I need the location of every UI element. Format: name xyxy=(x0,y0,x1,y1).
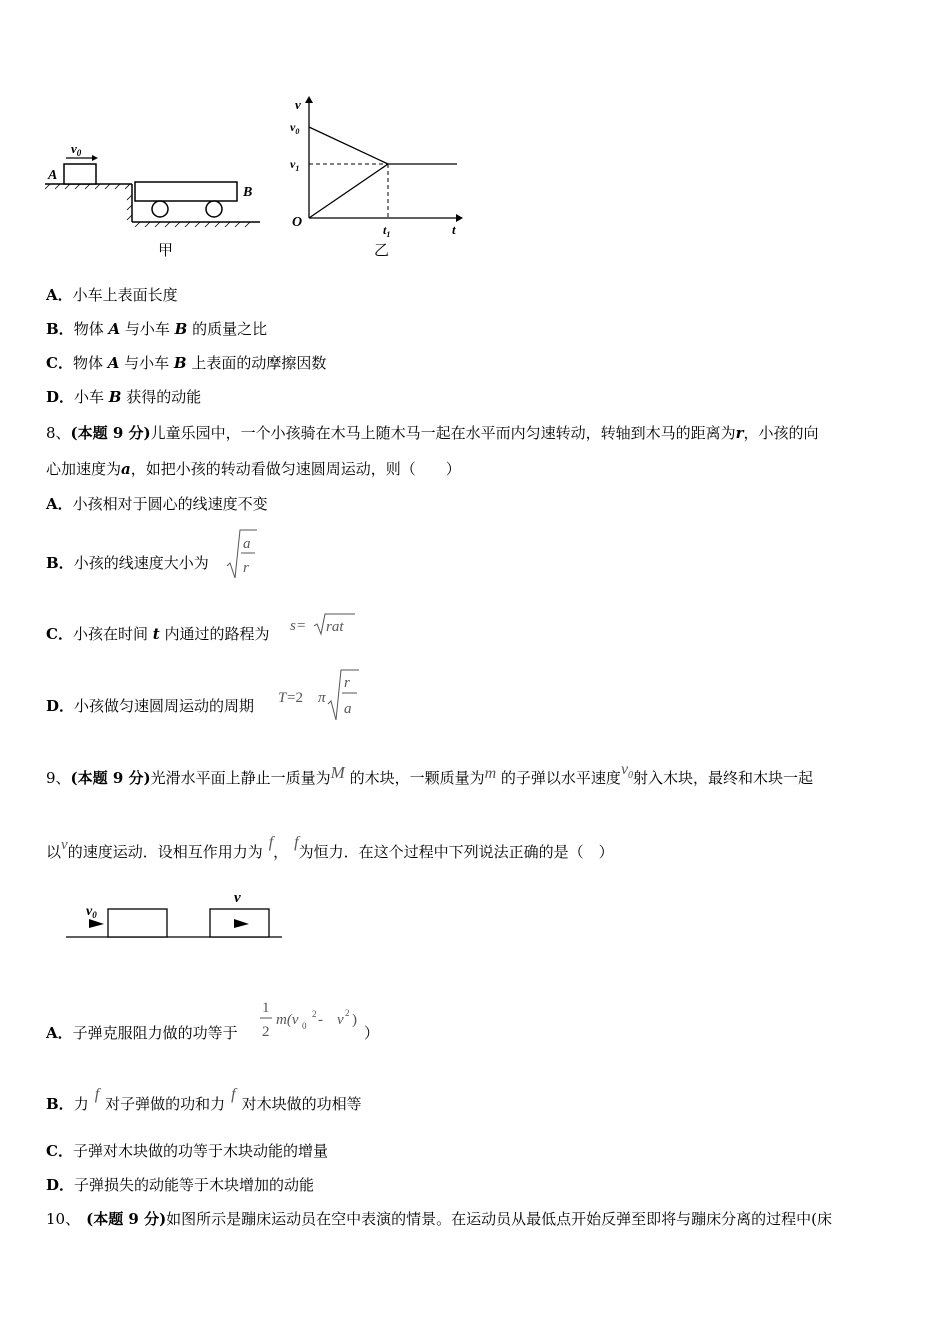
figure-bullet-block xyxy=(62,888,286,942)
fig-v0-label: $v_0$ xyxy=(86,904,97,920)
q7-option-c: C．物体 A 与小车 B 上表面的动摩擦因数 xyxy=(46,354,327,372)
svg-text:=2: =2 xyxy=(287,690,303,706)
svg-text:s: s xyxy=(290,618,296,634)
q8-stem-line1: 8、(本题 9 分)儿童乐园中，一个小孩骑在木马上随木马一起在水平而内匀速转动，转轴到木马的距离为r，小孩的向 xyxy=(46,424,819,442)
svg-text:2: 2 xyxy=(262,1024,270,1040)
caption-yi: 乙 xyxy=(374,243,390,259)
svg-text:): ) xyxy=(352,1012,357,1028)
label-b: B xyxy=(243,185,253,200)
formula-period xyxy=(277,668,363,724)
figure-yi xyxy=(282,95,472,265)
svg-text:1: 1 xyxy=(262,1000,270,1016)
figure-jia xyxy=(40,140,270,265)
tick-v0: $v_0$ xyxy=(290,120,300,136)
fig-v-label: v xyxy=(234,890,241,906)
bullet-before xyxy=(89,919,104,928)
q8-stem-line2: 心加速度为a，如把小孩的转动看做匀速圆周运动，则（ ） xyxy=(46,460,461,478)
q8-option-d: D．小孩做匀速圆周运动的周期 xyxy=(46,697,255,715)
wheel xyxy=(206,201,222,217)
q7-option-d: D．小车 B 获得的动能 xyxy=(46,388,202,406)
svg-text:v: v xyxy=(337,1012,344,1028)
q8-option-c: C．小孩在时间 t 内通过的路程为 xyxy=(46,625,270,643)
block-before xyxy=(108,909,167,937)
axis-v-label: v xyxy=(295,97,301,112)
q8-option-a: A．小孩相对于圆心的线速度不变 xyxy=(46,495,268,513)
graph-a-line xyxy=(309,127,388,164)
formula-sqrt-a-over-r xyxy=(226,528,258,582)
svg-text:r: r xyxy=(243,560,249,576)
svg-text:a: a xyxy=(344,701,352,717)
q7-option-b: B．物体 A 与小车 B 的质量之比 xyxy=(46,320,268,338)
svg-text:T: T xyxy=(278,690,287,706)
q9-option-c: C．子弹对木块做的功等于木块动能的增量 xyxy=(46,1142,328,1160)
q9-option-a-tail: ） xyxy=(364,1024,380,1042)
q9-stem-line2: 以v的速度运动．设相互作用力为f，f为恒力．在这个过程中下列说法正确的是（ ） xyxy=(46,834,614,861)
caption-jia: 甲 xyxy=(158,243,174,259)
svg-text:2: 2 xyxy=(312,1009,317,1019)
svg-text:-: - xyxy=(318,1012,323,1028)
svg-text:0: 0 xyxy=(302,1021,307,1031)
graph-b-line xyxy=(309,164,388,218)
svg-text:m(v: m(v xyxy=(276,1012,299,1028)
axis-t-label: t xyxy=(452,222,456,237)
formula-work xyxy=(258,996,366,1044)
formula-s-sqrt-rat xyxy=(289,612,357,638)
svg-text:a: a xyxy=(243,536,251,552)
v0-label: $v_0$ xyxy=(71,141,82,158)
tick-v1: $v_1$ xyxy=(290,157,300,173)
v0-arrowhead xyxy=(92,155,98,161)
label-a: A xyxy=(48,168,58,183)
svg-text:π: π xyxy=(318,690,326,706)
q9-option-b: B．力f对子弹做的功和力f对木块做的功相等 xyxy=(46,1086,362,1113)
q8-option-b: B．小孩的线速度大小为 xyxy=(46,554,209,572)
block-a xyxy=(64,164,96,184)
origin-label: O xyxy=(292,215,303,230)
q10-stem: 10、 (本题 9 分)如图所示是蹦床运动员在空中表演的情景。在运动员从最低点开始反弹至即将与蹦床分离的过程中(床 xyxy=(46,1210,833,1228)
svg-text:r: r xyxy=(344,675,350,691)
tick-t1: $t_1$ xyxy=(383,223,391,239)
wheel xyxy=(152,201,168,217)
svg-text:2: 2 xyxy=(345,1008,350,1018)
svg-text:=: = xyxy=(297,618,306,634)
q9-stem-line1: 9、(本题 9 分)光滑水平面上静止一质量为M 的木块，一颗质量为m 的子弹以水平速度$v_0$射入木块，最终和木块一起 xyxy=(46,761,814,787)
q9-option-d: D．子弹损失的动能等于木块增加的动能 xyxy=(46,1176,315,1194)
q7-option-a: A．小车上表面长度 xyxy=(46,286,178,304)
q9-option-a: A．子弹克服阻力做的功等于 xyxy=(46,1024,238,1042)
cart-b xyxy=(135,182,237,201)
svg-text:rat: rat xyxy=(326,619,344,635)
